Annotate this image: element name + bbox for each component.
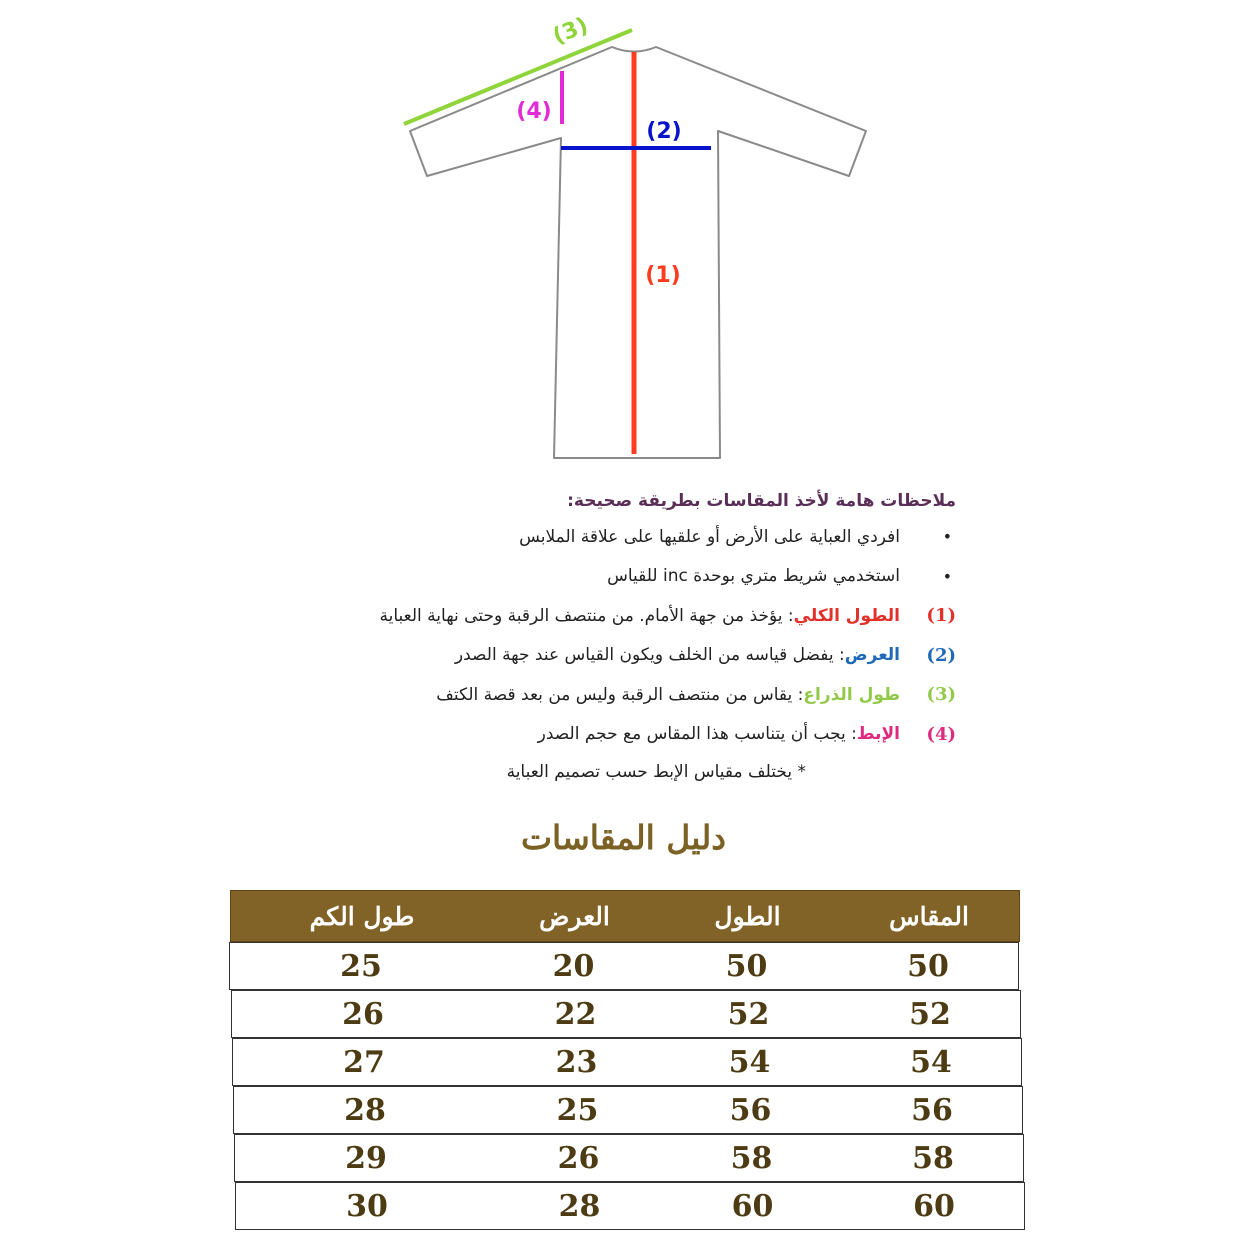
cell-sleeve: 25 <box>340 949 382 984</box>
cell-length: 56 <box>729 1093 772 1128</box>
note-bullet-text: استخدمي شريط متري بوحدة inc للقياس <box>607 566 900 587</box>
table-row <box>232 1038 1022 1086</box>
column-header-width: العرض <box>539 902 610 931</box>
abaya-diagram <box>0 0 1247 480</box>
cell-length: 60 <box>731 1189 774 1224</box>
abaya-outline <box>410 47 866 458</box>
cell-size: 52 <box>909 997 951 1032</box>
cell-length: 52 <box>727 997 770 1032</box>
note-term: العرض <box>844 645 900 666</box>
size-guide-title: دليل المقاسات <box>520 818 726 857</box>
note-number: (2) <box>926 644 956 666</box>
length-label: (1) <box>645 263 681 288</box>
note-text: : يقاس من منتصف الرقبة وليس من بعد قصة الكتف <box>436 684 804 705</box>
cell-length: 50 <box>725 949 768 984</box>
note-bullet-text: افردي العباية على الأرض أو علقيها على علاقة الملابس <box>519 526 900 547</box>
cell-width: 26 <box>557 1141 600 1176</box>
note-number: (3) <box>926 684 956 706</box>
cell-width: 20 <box>552 949 595 984</box>
note-term: الطول الكلي <box>793 605 900 626</box>
table-header <box>230 890 1020 942</box>
table-row <box>233 1086 1023 1134</box>
note-item-length <box>300 596 956 636</box>
cell-sleeve: 26 <box>342 997 384 1032</box>
cell-size: 58 <box>912 1141 954 1176</box>
column-header-size: المقاس <box>889 902 969 931</box>
cell-width: 23 <box>555 1045 598 1080</box>
note-item-armpit <box>300 715 956 755</box>
cell-width: 28 <box>558 1189 601 1224</box>
cell-sleeve: 27 <box>343 1045 385 1080</box>
bullet-icon: • <box>942 527 952 547</box>
table-row <box>234 1134 1024 1182</box>
note-text: : يؤخذ من جهة الأمام. من منتصف الرقبة وحتى نهاية العباية <box>379 605 794 626</box>
measurement-notes <box>300 485 956 790</box>
cell-size: 60 <box>913 1189 955 1224</box>
cell-length: 54 <box>728 1045 771 1080</box>
bullet-icon: • <box>942 566 952 586</box>
cell-size: 50 <box>907 949 949 984</box>
table-row <box>229 942 1019 990</box>
armpit-label: (4) <box>516 99 552 124</box>
note-number: (4) <box>926 723 956 745</box>
arm-label: (3) <box>549 13 592 50</box>
cell-sleeve: 30 <box>346 1189 388 1224</box>
cell-width: 25 <box>556 1093 599 1128</box>
note-item-arm <box>300 675 956 715</box>
note-item-width <box>300 636 956 676</box>
cell-size: 56 <box>911 1093 953 1128</box>
note-text: : يجب أن يتناسب هذا المقاس مع حجم الصدر <box>537 724 857 745</box>
note-term: طول الذراع <box>803 684 900 705</box>
size-table <box>230 890 1020 1230</box>
notes-title: ملاحظات هامة لأخذ المقاسات بطريقة صحيحة: <box>567 491 956 511</box>
note-bullet <box>300 517 956 557</box>
cell-width: 22 <box>554 997 597 1032</box>
column-header-length: الطول <box>714 902 781 931</box>
cell-length: 58 <box>730 1141 773 1176</box>
table-row <box>235 1182 1025 1230</box>
column-header-sleeve: طول الكم <box>309 902 415 931</box>
cell-sleeve: 28 <box>344 1093 386 1128</box>
table-row <box>231 990 1021 1038</box>
note-term: الإبط <box>856 724 900 745</box>
note-bullet <box>300 557 956 597</box>
note-number: (1) <box>926 605 956 627</box>
cell-sleeve: 29 <box>345 1141 387 1176</box>
note-text: : يفضل قياسه من الخلف ويكون القياس عند جهة الصدر <box>454 645 845 666</box>
width-label: (2) <box>646 119 682 144</box>
footnote: * يختلف مقياس الإبط حسب تصميم العباية <box>506 762 806 782</box>
cell-size: 54 <box>910 1045 952 1080</box>
